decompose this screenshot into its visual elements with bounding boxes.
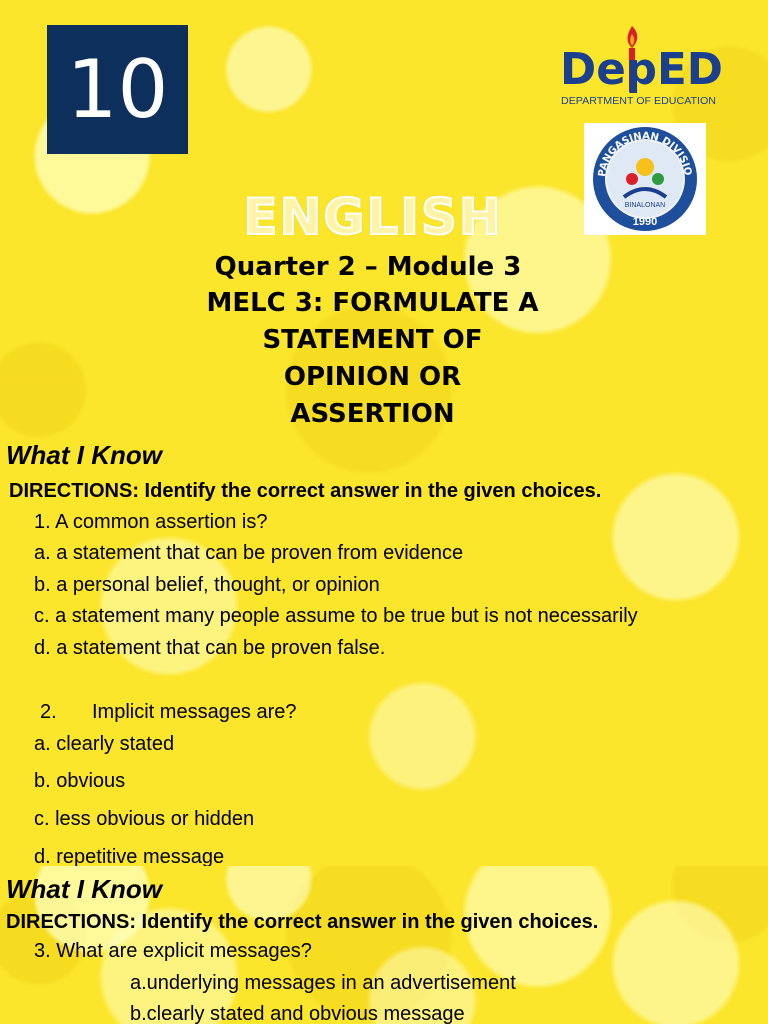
directions [6,911,598,934]
choice-3b: b.clearly stated and obvious message [130,1003,465,1024]
question-2 [40,701,297,724]
melc-line: OPINION OR [283,362,462,392]
quarter-module: Quarter 2 – Module 3 [214,252,522,282]
seal-year: 1990 [632,216,658,228]
question-1: 1. A common assertion is? [34,511,268,533]
deped-wordmark: DepED [560,44,723,95]
seal-town: BINALONAN [624,202,666,209]
directions [9,480,601,503]
question-2-text: Implicit messages are? [92,701,297,723]
division-seal [584,123,706,235]
choice-2b: b. obvious [34,770,126,792]
choice-1d: d. a statement that can be proven false. [34,637,386,659]
deped-tagline: DEPARTMENT OF EDUCATION [561,96,716,107]
seal-arc-text: PANGASINAN DIVISIO [596,130,693,178]
melc-line: MELC 3: FORMULATE A [206,288,539,318]
choice-2d: d. repetitive message [34,846,225,866]
section-title: What I Know [6,440,162,470]
directions-label: DIRECTIONS: [6,911,136,933]
choice-1a: a. a statement that can be proven from evidence [34,542,464,564]
choice-3a: a.underlying messages in an advertisement [130,972,516,994]
melc-line: ASSERTION [290,399,455,429]
melc-line: STATEMENT OF [262,325,483,355]
question-3: 3. What are explicit messages? [34,940,312,962]
section-title: What I Know [6,874,162,904]
choice-2a: a. clearly stated [34,733,175,755]
directions-text: Identify the correct answer in the given choices. [139,480,602,502]
choice-2c: c. less obvious or hidden [34,808,255,830]
directions-text: Identify the correct answer in the given choices. [136,911,599,933]
deped-logo [560,22,725,108]
choice-1b: b. a personal belief, thought, or opinion [34,574,380,596]
grade-badge: 10 [47,25,188,154]
melc-heading [180,285,565,433]
subject-title: ENGLISH [243,188,503,246]
question-slide [0,866,768,1024]
directions-label: DIRECTIONS: [9,480,139,502]
question-2-number: 2. [40,701,57,723]
choice-1c: c. a statement many people assume to be true but is not necessarily [34,605,638,627]
